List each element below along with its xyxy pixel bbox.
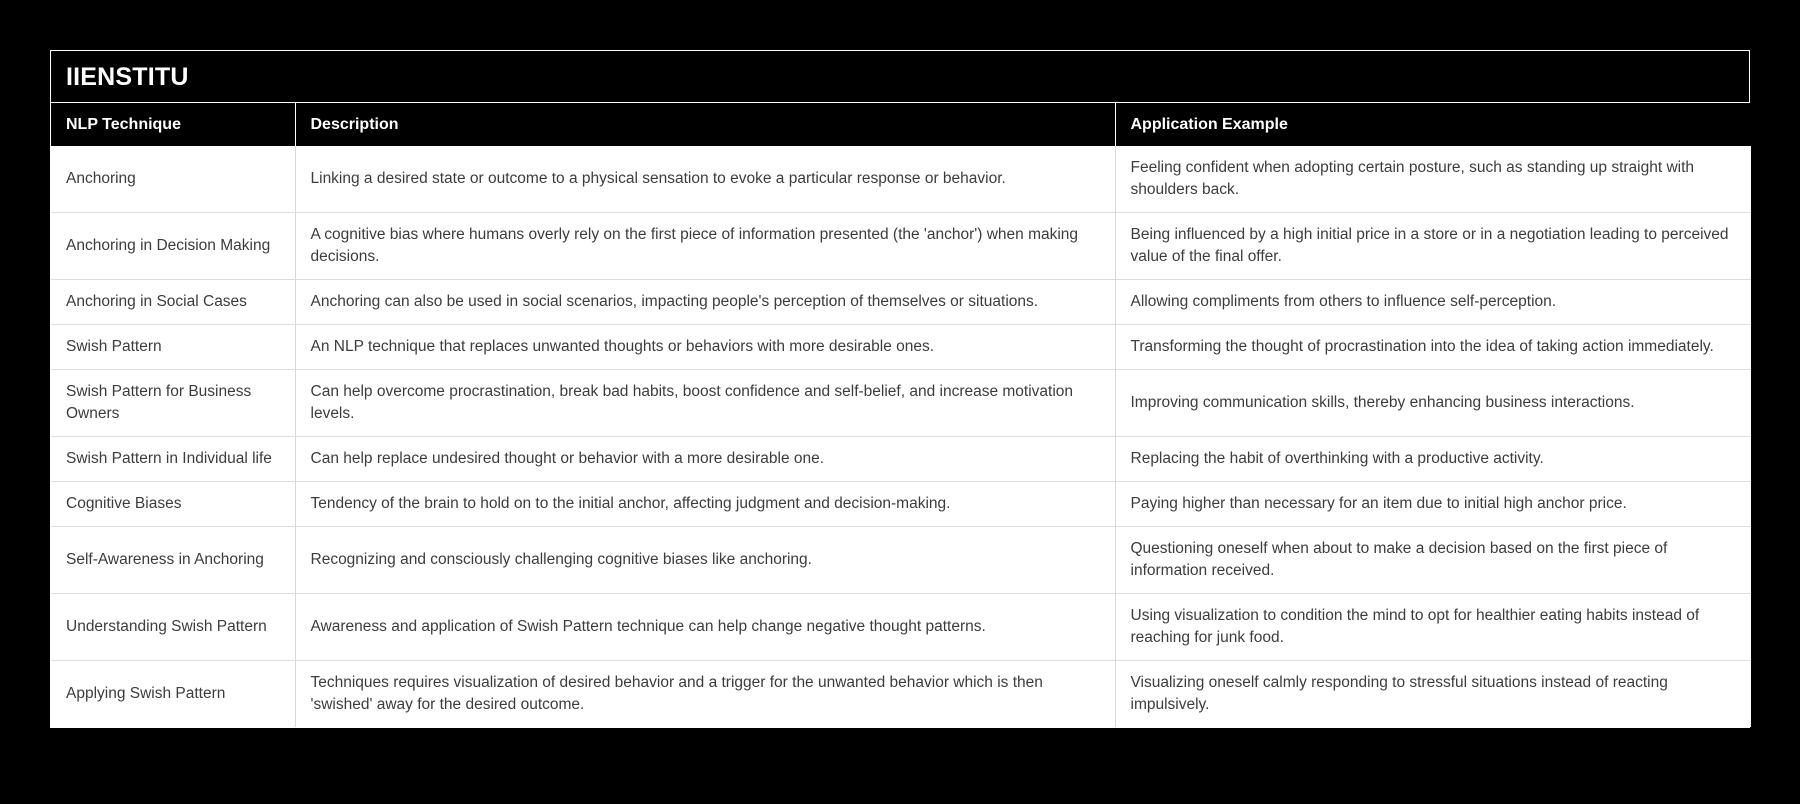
description-cell: Techniques requires visualization of desired behavior and a trigger for the unwanted behavior which is then 'swished' away for the desired outcome.: [295, 661, 1115, 728]
technique-cell: Cognitive Biases: [51, 482, 295, 527]
table-row: [51, 213, 1751, 280]
application-cell: Visualizing oneself calmly responding to stressful situations instead of reacting impulsively.: [1115, 661, 1751, 728]
description-cell: An NLP technique that replaces unwanted thoughts or behaviors with more desirable ones.: [295, 325, 1115, 370]
application-cell: Being influenced by a high initial price in a store or in a negotiation leading to perceived value of the final offer.: [1115, 213, 1751, 280]
application-cell: Questioning oneself when about to make a decision based on the first piece of information received.: [1115, 527, 1751, 594]
col-header-description: Description: [295, 103, 1115, 146]
technique-cell: Applying Swish Pattern: [51, 661, 295, 728]
nlp-techniques-table: [51, 103, 1751, 727]
table-header: [51, 103, 1751, 146]
application-cell: Using visualization to condition the mind to opt for healthier eating habits instead of reaching for junk food.: [1115, 594, 1751, 661]
application-cell: Replacing the habit of overthinking with a productive activity.: [1115, 437, 1751, 482]
table-row: [51, 370, 1751, 437]
application-cell: Paying higher than necessary for an item due to initial high anchor price.: [1115, 482, 1751, 527]
table-row: [51, 594, 1751, 661]
application-cell: Allowing compliments from others to influence self-perception.: [1115, 280, 1751, 325]
technique-cell: Swish Pattern for Business Owners: [51, 370, 295, 437]
technique-cell: Anchoring in Social Cases: [51, 280, 295, 325]
col-header-application-example: Application Example: [1115, 103, 1751, 146]
description-cell: Awareness and application of Swish Pattern technique can help change negative thought patterns.: [295, 594, 1115, 661]
technique-cell: Self-Awareness in Anchoring: [51, 527, 295, 594]
table-row: [51, 325, 1751, 370]
table-row: [51, 437, 1751, 482]
table-row: [51, 482, 1751, 527]
application-cell: Improving communication skills, thereby enhancing business interactions.: [1115, 370, 1751, 437]
description-cell: Linking a desired state or outcome to a physical sensation to evoke a particular response or behavior.: [295, 146, 1115, 213]
nlp-table-card: [50, 50, 1750, 728]
description-cell: Tendency of the brain to hold on to the initial anchor, affecting judgment and decision-making.: [295, 482, 1115, 527]
technique-cell: Anchoring: [51, 146, 295, 213]
table-row: [51, 146, 1751, 213]
application-cell: Feeling confident when adopting certain posture, such as standing up straight with shoulders back.: [1115, 146, 1751, 213]
description-cell: Anchoring can also be used in social scenarios, impacting people's perception of themselves or situations.: [295, 280, 1115, 325]
technique-cell: Understanding Swish Pattern: [51, 594, 295, 661]
application-cell: Transforming the thought of procrastination into the idea of taking action immediately.: [1115, 325, 1751, 370]
description-cell: Recognizing and consciously challenging cognitive biases like anchoring.: [295, 527, 1115, 594]
table-row: [51, 527, 1751, 594]
table-row: [51, 280, 1751, 325]
table-body: [51, 146, 1751, 727]
technique-cell: Swish Pattern: [51, 325, 295, 370]
description-cell: Can help overcome procrastination, break bad habits, boost confidence and self-belief, and increase motivation levels.: [295, 370, 1115, 437]
brand-title: IIENSTITU: [66, 63, 189, 91]
description-cell: A cognitive bias where humans overly rely on the first piece of information presented (the 'anchor') when making decisions.: [295, 213, 1115, 280]
brand-bar: [51, 51, 1749, 103]
description-cell: Can help replace undesired thought or behavior with a more desirable one.: [295, 437, 1115, 482]
table-row: [51, 661, 1751, 728]
technique-cell: Anchoring in Decision Making: [51, 213, 295, 280]
header-row: [51, 103, 1751, 146]
technique-cell: Swish Pattern in Individual life: [51, 437, 295, 482]
col-header-nlp-technique: NLP Technique: [51, 103, 295, 146]
